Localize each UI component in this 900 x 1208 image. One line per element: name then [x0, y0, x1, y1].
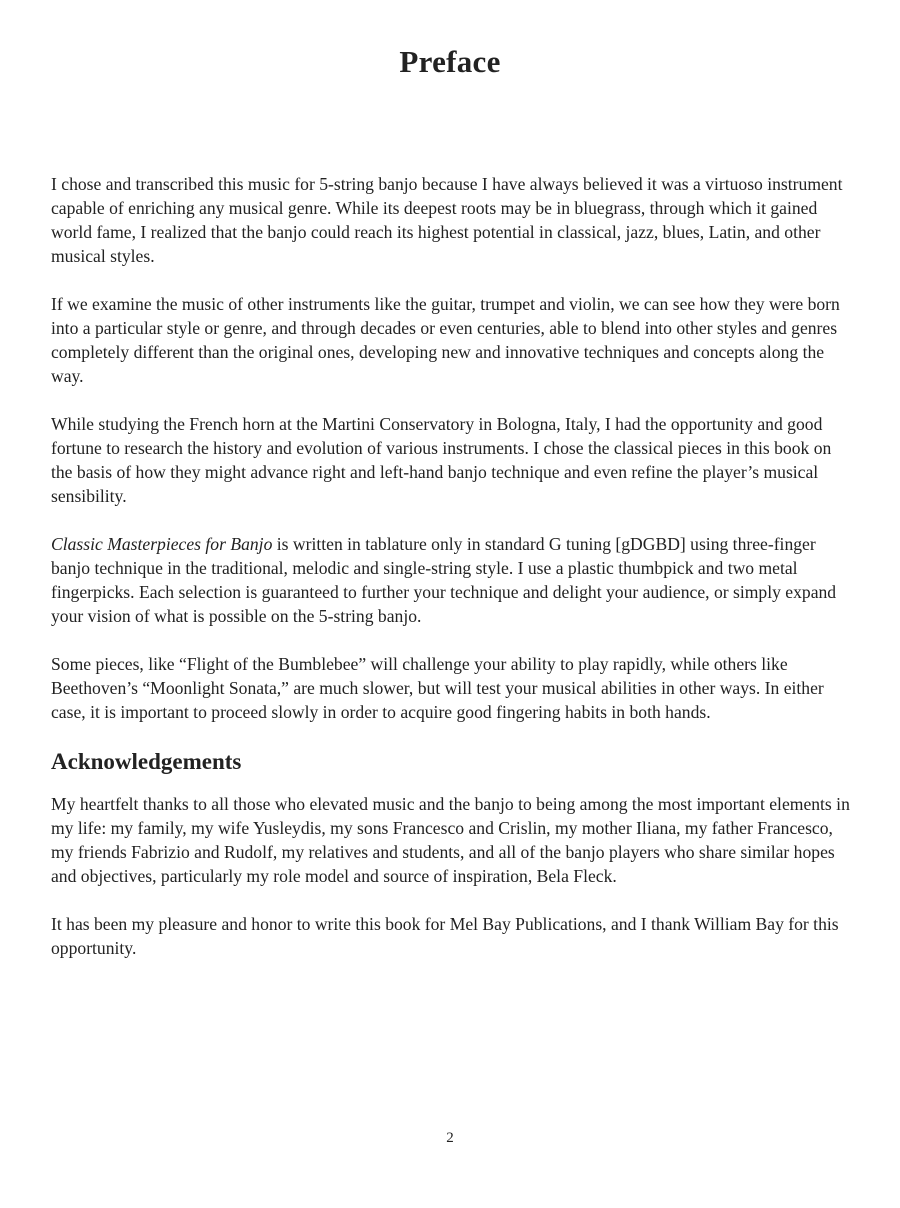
- preface-paragraph-4-rest: is written in tablature only in standard G tuning [gDGBD] using three-finger banjo technique in the traditional, melodic and single-string style. I use a plastic thumbpick and two metal fingerpicks. Each selection is guaranteed to further your technique and delight your audience, or simply expand your vision of what is possible on the 5-string banjo.: [51, 534, 837, 626]
- acknowledgements-paragraph-2: It has been my pleasure and honor to write this book for Mel Bay Publications, and I thank William Bay for this opportunity.: [51, 914, 839, 958]
- preface-paragraph-3: While studying the French horn at the Martini Conservatory in Bologna, Italy, I had the opportunity and good fortune to research the history and evolution of various instruments. I chose the classical pieces in this book on the basis of how they might advance right and left-hand banjo technique and even refine the player’s musical sensibility.: [51, 414, 832, 506]
- preface-paragraph-1: I chose and transcribed this music for 5-string banjo because I have always believed it was a virtuoso instrument capable of enriching any musical genre. While its deepest roots may be in bluegrass, through which it gained world fame, I realized that the banjo could reach its highest potential in classical, jazz, blues, Latin, and other musical styles.: [51, 174, 843, 266]
- preface-paragraph-2: If we examine the music of other instruments like the guitar, trumpet and violin, we can see how they were born into a particular style or genre, and through decades or even centuries, able to blend into other styles and genres completely different than the original ones, developing new and innovative techniques and concepts along the way.: [51, 294, 840, 386]
- preface-paragraph-4: [51, 532, 851, 628]
- page-title: Preface: [399, 44, 501, 79]
- acknowledgements-heading: Acknowledgements: [51, 749, 242, 774]
- page-number: 2: [446, 1130, 454, 1146]
- preface-paragraph-5: Some pieces, like “Flight of the Bumblebee” will challenge your ability to play rapidly, while others like Beethoven’s “Moonlight Sonata,” are much slower, but will test your musical abilities in other ways. In either case, it is important to proceed slowly in order to acquire good fingering habits in both hands.: [51, 654, 824, 722]
- book-title-italic: Classic Masterpieces for Banjo: [51, 534, 273, 554]
- body-text: [51, 172, 851, 984]
- acknowledgements-paragraph-1: My heartfelt thanks to all those who elevated music and the banjo to being among the most important elements in my life: my family, my wife Yusleydis, my sons Francesco and Crislin, my mother Iliana, my father Francesco, my friends Fabrizio and Rudolf, my relatives and students, and all of the banjo players who share similar hopes and objectives, particularly my role model and source of inspiration, Bela Fleck.: [51, 794, 850, 886]
